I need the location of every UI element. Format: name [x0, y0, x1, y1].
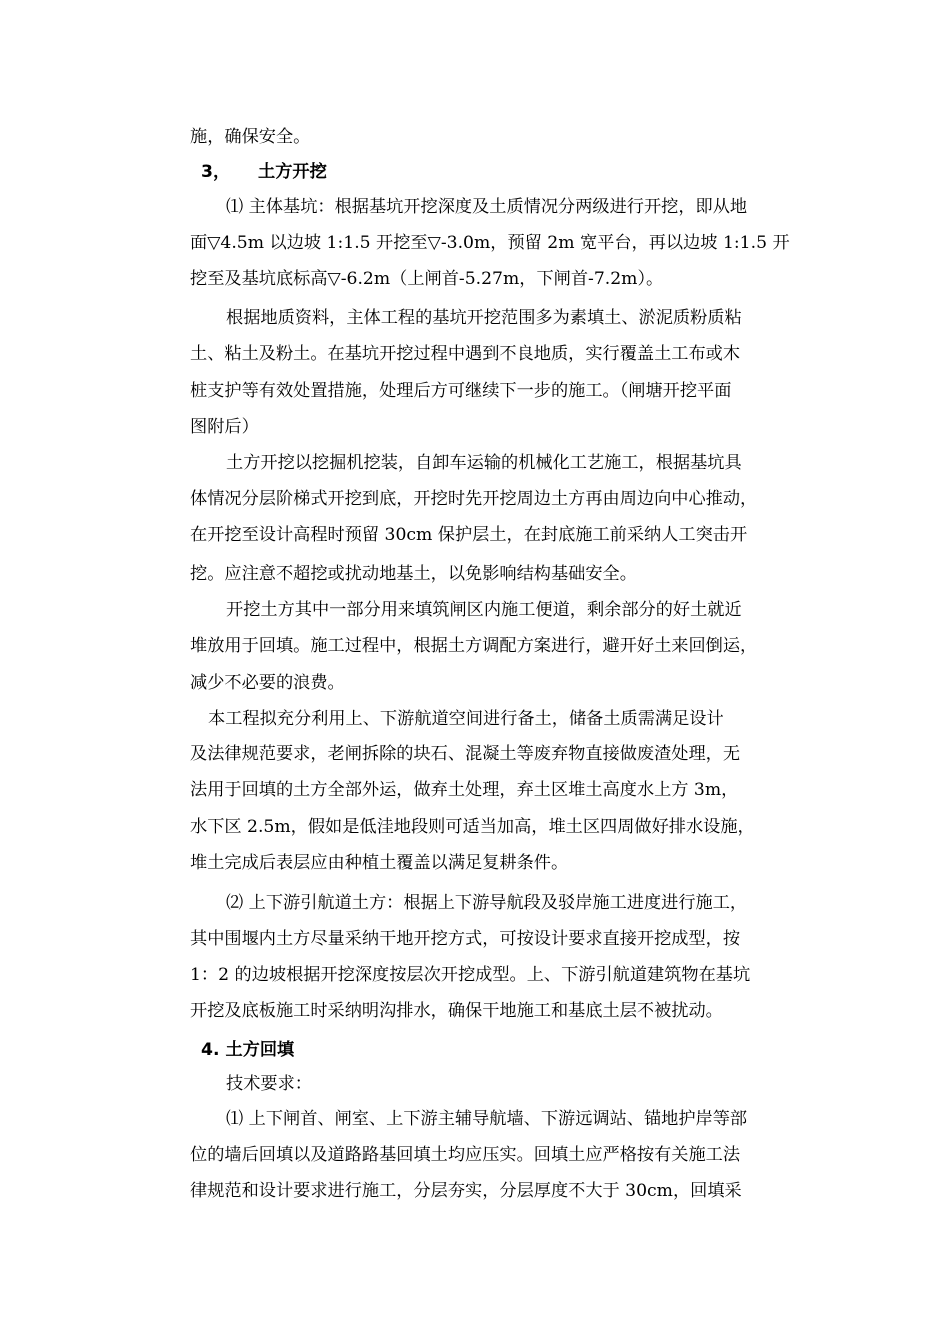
text-line: 根据地质资料，主体工程的基坑开挖范围多为素填土、淤泥质粉质粘 [226, 308, 742, 328]
text-line: ⑵ 上下游引航道土方：根据上下游导航段及驳岸施工进度进行施工， [226, 893, 748, 913]
text-line: 土方开挖以挖掘机挖装，自卸车运输的机械化工艺施工，根据基坑具 [226, 453, 742, 473]
section-heading: 土方开挖 [258, 162, 327, 182]
text-line: 本工程拟充分利用上、下游航道空间进行备土，储备土质需满足设计 [208, 709, 724, 729]
text-line: 面▽4.5m 以边坡 1:1.5 开挖至▽-3.0m，预留 2m 宽平台，再以边坡 1:1.5 开 [190, 233, 790, 253]
text-line: 体情况分层阶梯式开挖到底，开挖时先开挖周边土方再由周边向中心推动， [190, 489, 758, 509]
text-line: 施，确保安全。 [190, 127, 311, 147]
text-line: 1：2 的边坡根据开挖深度按层次开挖成型。上、下游引航道建筑物在基坑 [190, 965, 751, 985]
text-line: ⑴ 上下闸首、闸室、上下游主辅导航墙、下游远调站、锚地护岸等部 [226, 1109, 748, 1129]
text-line: ⑴ 主体基坑：根据基坑开挖深度及土质情况分两级进行开挖，即从地 [226, 197, 748, 217]
section-number: 3， [201, 162, 231, 182]
text-line: 开挖及底板施工时采纳明沟排水，确保干地施工和基底土层不被扰动。 [190, 1001, 723, 1021]
text-line: 图附后） [190, 417, 259, 437]
text-line: 法用于回填的土方全部外运，做弃土处理，弃土区堆土高度水上方 3m， [190, 780, 739, 800]
text-line: 在开挖至设计高程时预留 30cm 保护层土，在封底施工前采纳人工突击开 [190, 525, 748, 545]
text-line: 开挖土方其中一部分用来填筑闸区内施工便道，剩余部分的好土就近 [226, 600, 742, 620]
text-line: 堆土完成后表层应由种植土覆盖以满足复耕条件。 [190, 853, 569, 873]
text-line: 位的墙后回填以及道路路基回填土均应压实。回填土应严格按有关施工法 [190, 1145, 741, 1165]
text-line: 律规范和设计要求进行施工，分层夯实，分层厚度不大于 30cm，回填采 [190, 1181, 742, 1201]
text-line: 挖。应注意不超挖或扰动地基土，以免影响结构基础安全。 [190, 564, 637, 584]
text-line: 技术要求： [226, 1074, 312, 1094]
text-line: 水下区 2.5m，假如是低洼地段则可适当加高，堆土区四周做好排水设施， [190, 817, 755, 837]
section-heading: 4. 土方回填 [201, 1040, 295, 1060]
text-line: 桩支护等有效处置措施，处理后方可继续下一步的施工。（闸塘开挖平面 [190, 381, 732, 401]
text-line: 及法律规范要求，老闸拆除的块石、混凝土等废弃物直接做废渣处理，无 [190, 744, 741, 764]
text-line: 其中围堰内土方尽量采纳干地开挖方式，可按设计要求直接开挖成型，按 [190, 929, 741, 949]
text-line: 减少不必要的浪费。 [190, 673, 345, 693]
text-line: 堆放用于回填。施工过程中，根据土方调配方案进行，避开好土来回倒运， [190, 636, 758, 656]
text-line: 挖至及基坑底标高▽-6.2m（上闸首-5.27m，下闸首-7.2m）。 [190, 269, 664, 289]
text-line: 土、粘土及粉土。在基坑开挖过程中遇到不良地质，实行覆盖土工布或木 [190, 344, 741, 364]
